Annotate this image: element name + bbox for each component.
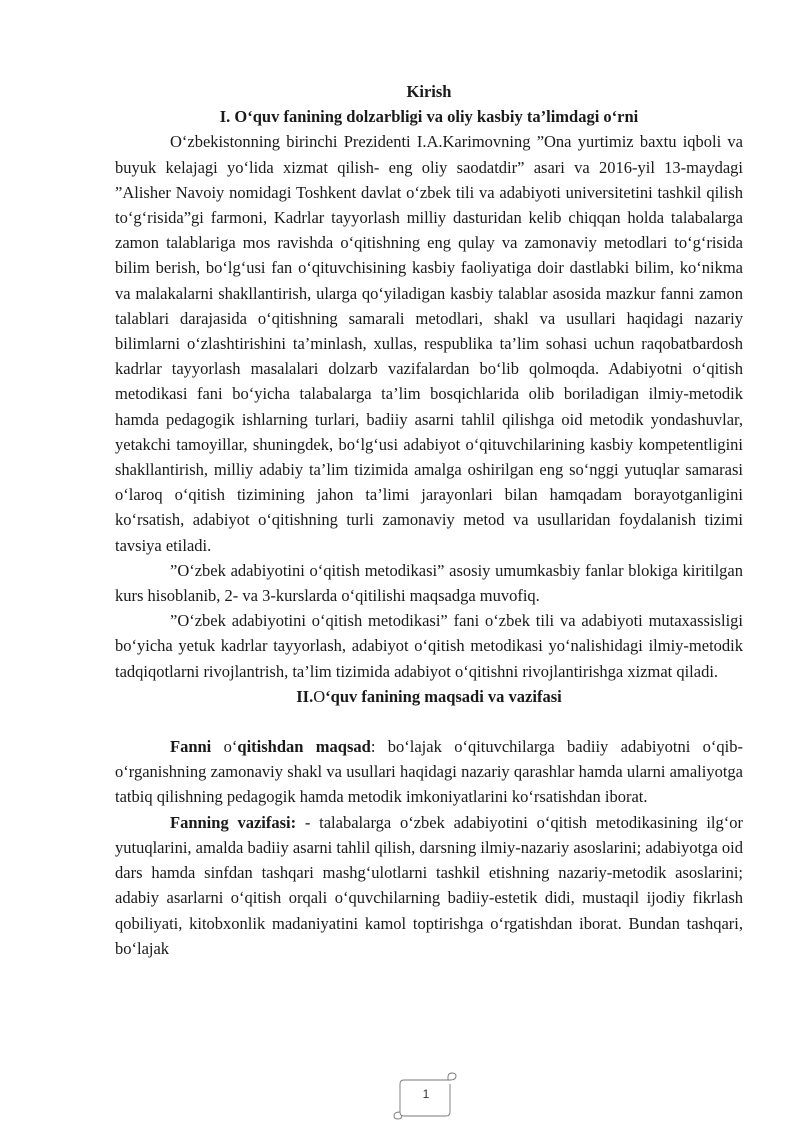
goal-label-part1: Fanni <box>170 737 212 757</box>
section2-title-letter: O <box>313 686 326 706</box>
section2-title-text: ‘quv fanining maqsadi va vazifasi <box>325 686 562 706</box>
page-number-scroll <box>392 1072 460 1120</box>
section1-title: I. O‘quv fanining dolzarbligi va oliy kasbiy ta’limdagi o‘rni <box>219 107 639 127</box>
goal-label-part3: qitishdan maqsad <box>237 737 371 757</box>
goal-label-part2: o‘ <box>211 737 238 757</box>
document-body <box>115 79 743 961</box>
section2-title <box>115 684 743 709</box>
paragraph-1: O‘zbekistonning birinchi Prezidenti I.A.Karimovning ”Ona yurtimiz baxtu iqboli va buyuk kelajagi yo‘lida xizmat qilish- eng oliy saodatdir” asari va 2016-yil 13-maydagi ”Alisher Navoiy nomidagi Toshkent davlat o‘zbek tili va adabiyoti universitetini tashkil qilish to‘g‘risida”gi farmoni, Kadrlar tayyorlash milliy dasturidan kelib chiqqan holda talabalarga zamon talablariga mos ravishda o‘qitishning eng qulay va zamonaviy metodlari to‘g‘risida bilim berish, bo‘lg‘usi fan o‘qituvchisining kasbiy faoliyatiga doir dastlabki bilim, ko‘nikma va malakalarni shakllantirish, ularga qo‘yiladigan kasbiy talablar asosida mazkur fanni zamon talablari darajasida o‘qitishning samarali metodlari, shakl va usullari haqidagi nazariy bilimlarni o‘zlashtirishini ta’minlash, xullas, respublika ta’lim sohasi uchun raqobatbardosh kadrlar tayyorlash masalalari dolzarb vazifalardan bo‘lib qolmoqda. Adabiyotni o‘qitish metodikasi fani bo‘yicha talabalarga ta’lim bosqichlarida olib boriladigan ilmiy-metodik hamda pedagogik ishlarning turlari, badiiy asarni tahlil qilishga oid metodik yondashuvlar, yetakchi tamoyillar, shuningdek, bo‘lg‘usi adabiyot o‘qituvchilarining kasbiy kompetentligini shakllantirish, milliy adabiy ta’lim tizimida amalga oshirilgan eng so‘nggi yutuqlar samarasi o‘laroq o‘qitish tizimining jahon ta’limi jarayonlari bilan hamqadam borayotganligini ko‘rsatish, adabiyot o‘qitishning turli zamonaviy metod va usullaridan foydalanish tizimi tavsiya etiladi. <box>115 132 743 555</box>
goal-paragraph <box>115 734 743 810</box>
paragraph-2: ”O‘zbek adabiyotini o‘qitish metodikasi” asosiy umumkasbiy fanlar blokiga kiritilgan kurs hisoblanib, 2- va 3-kurslarda o‘qitilishi maqsadga muvofiq. <box>115 560 743 606</box>
intro-title: Kirish <box>406 82 452 101</box>
paragraph-3: ”O‘zbek adabiyotini o‘qitish metodikasi” fani o‘zbek tili va adabiyoti mutaxassisligi bo‘yicha yetuk kadrlar tayyorlash, adabiyot o‘qitish metodikasi yo‘nalishidagi ilmiy-metodik tadqiqotlarni rivojlantrish, ta’lim tizimida adabiyot o‘qitishni rivojlantirishga xizmat qiladi. <box>115 611 743 681</box>
tasks-text: - talabalarga o‘zbek adabiyotini o‘qitish metodikasining ilg‘or yutuqlarini, amalda badiiy asarni tahlil qilish, darsning ilmiy-nazariy asoslarini; adabiyotga oid dars hamda sinfdan tashqari mashg‘ulotlarni tashkil etishning nazariy-metodik asoslarini; adabiy asarlarni o‘qitish orqali o‘quvchilarning badiiy-estetik didi, mustaqil ijodiy fikrlash qobiliyati, kitobxonlik madaniyatini kamol toptirishga o‘rgatishdan iborat. Bundan tashqari, bo‘lajak <box>115 812 743 958</box>
page-number: 1 <box>422 1087 430 1101</box>
goal-text: : bo‘lajak o‘qituvchilarga badiiy adabiyotni o‘qib-o‘rganishning zamonaviy shakl va usullari haqidagi nazariy qarashlar hamda ularni amaliyotga tatbiq qilishning pedagogik hamda metodik imkoniyatlarini ko‘rsatishdan iborat. <box>115 737 744 807</box>
section2-title-number: II. <box>296 686 314 706</box>
blank-line <box>115 709 743 734</box>
tasks-paragraph <box>115 810 743 961</box>
tasks-label: Fanning vazifasi: <box>170 812 297 832</box>
